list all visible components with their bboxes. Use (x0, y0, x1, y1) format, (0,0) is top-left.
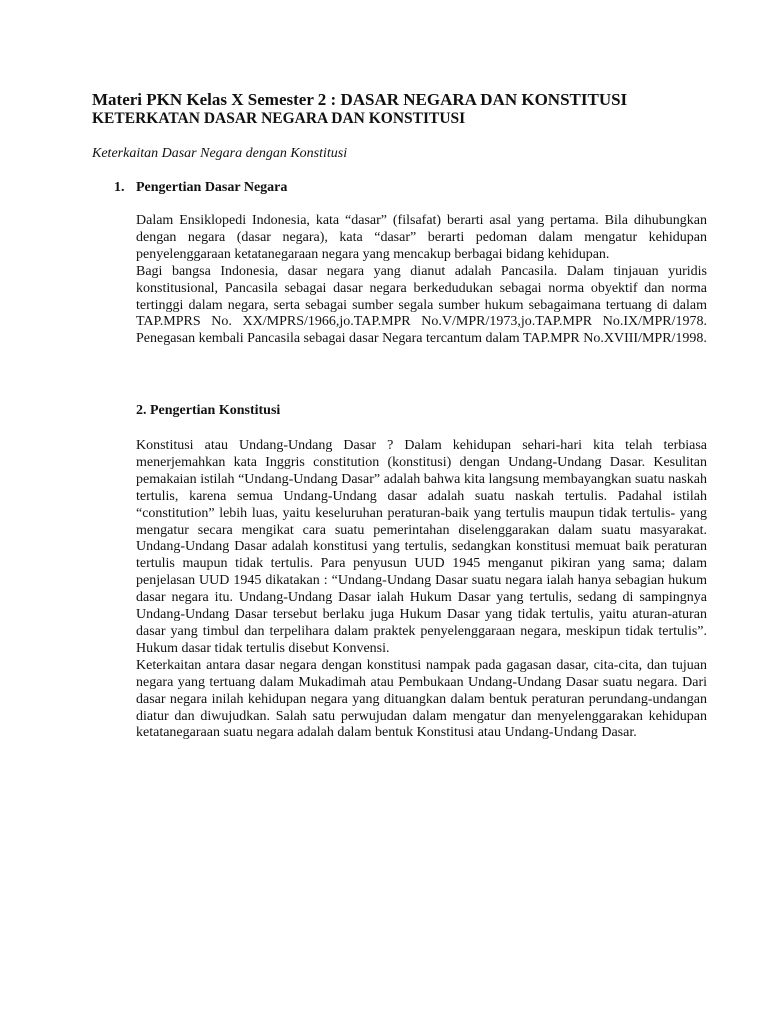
section-2-paragraph-1: Konstitusi atau Undang-Undang Dasar ? Dalam kehidupan sehari-hari kita telah terbiasa menerjemahkan kata Inggris constitution (konstitusi) dengan Undang-Undang Dasar. Kesulitan pemakaian istilah “Undang-Undang Dasar” adalah bahwa kita langsung membayangkan suatu naskah tertulis, karena semua Undang-Undang dasar adalah suatu naskah tertulis. Padahal istilah “constitution” lebih luas, yaitu keseluruhan peraturan-baik yang tertulis maupun tidak tertulis- yang mengatur secara mengikat cara suatu pemerintahan diselenggarakan dalam suatu masyarakat. Undang-Undang Dasar adalah konstitusi yang tertulis, sedangkan konstitusi memuat baik peraturan tertulis maupun tidak tertulis. Para penyusun UUD 1945 menganut pikiran yang sama; dalam penjelasan UUD 1945 dikatakan : “Undang-Undang Dasar suatu negara ialah hanya sebagian hukum dasar negara itu. Undang-Undang Dasar ialah Hukum Dasar yang tertulis, sedang di sampingnya Undang-Undang Dasar tersebut berlaku juga Hukum Dasar yang tidak tertulis, yaitu aturan-aturan dasar yang timbul dan terpelihara dalam praktek penyelenggaraan negara, meskipun tidak tertulis”. Hukum dasar tidak tertulis disebut Konvensi. (136, 438, 707, 656)
section-1-body (136, 213, 707, 348)
section-2-body (136, 438, 707, 742)
section-1-title: Pengertian Dasar Negara (136, 180, 288, 195)
document-subtitle: KETERKATAN DASAR NEGARA DAN KONSTITUSI (92, 110, 466, 127)
section-1-paragraph-1: Dalam Ensiklopedi Indonesia, kata “dasar” (filsafat) berarti asal yang pertama. Bila dihubungkan dengan negara (dasar negara), kata “dasar” berarti pedoman dalam mengatur kehidupan penyelenggaraan ketatanegaraan negara yang mencakup berbagai bidang kehidupan. (136, 213, 707, 262)
section-1-heading (114, 179, 287, 197)
italic-heading: Keterkaitan Dasar Negara dengan Konstitusi (92, 146, 348, 161)
section-1-paragraph-2: Bagi bangsa Indonesia, dasar negara yang dianut adalah Pancasila. Dalam tinjauan yuridis konstitusional, Pancasila sebagai dasar negara berkedudukan sebagai norma obyektif dan norma tertinggi dalam negara, serta sebagai sumber segala sumber hukum sebagaimana tertuang di dalam TAP.MPRS No. XX/MPRS/1966,jo.TAP.MPR No.V/MPR/1973,jo.TAP.MPR No.IX/MPR/1978. Penegasan kembali Pancasila sebagai dasar Negara tercantum dalam TAP.MPR No.XVIII/MPR/1998. (136, 263, 707, 347)
section-2-title: Pengertian Konstitusi (150, 403, 281, 418)
section-2-heading (136, 402, 280, 420)
section-2-number: 2. (136, 403, 147, 418)
section-1-number: 1. (114, 180, 125, 195)
document-title: Materi PKN Kelas X Semester 2 : DASAR NEGARA DAN KONSTITUSI (92, 90, 628, 109)
section-2-paragraph-2: Keterkaitan antara dasar negara dengan konstitusi nampak pada gagasan dasar, cita-cita, dan tujuan negara yang tertuang dalam Mukadimah atau Pembukaan Undang-Undang Dasar suatu negara. Dari dasar negara inilah kehidupan negara yang dituangkan dalam bentuk peraturan perundang-undangan diatur dan diwujudkan. Salah satu perwujudan dalam mengatur dan menyelenggarakan kehidupan ketatanegaraan suatu negara adalah dalam bentuk Konstitusi atau Undang-Undang Dasar. (136, 657, 707, 741)
